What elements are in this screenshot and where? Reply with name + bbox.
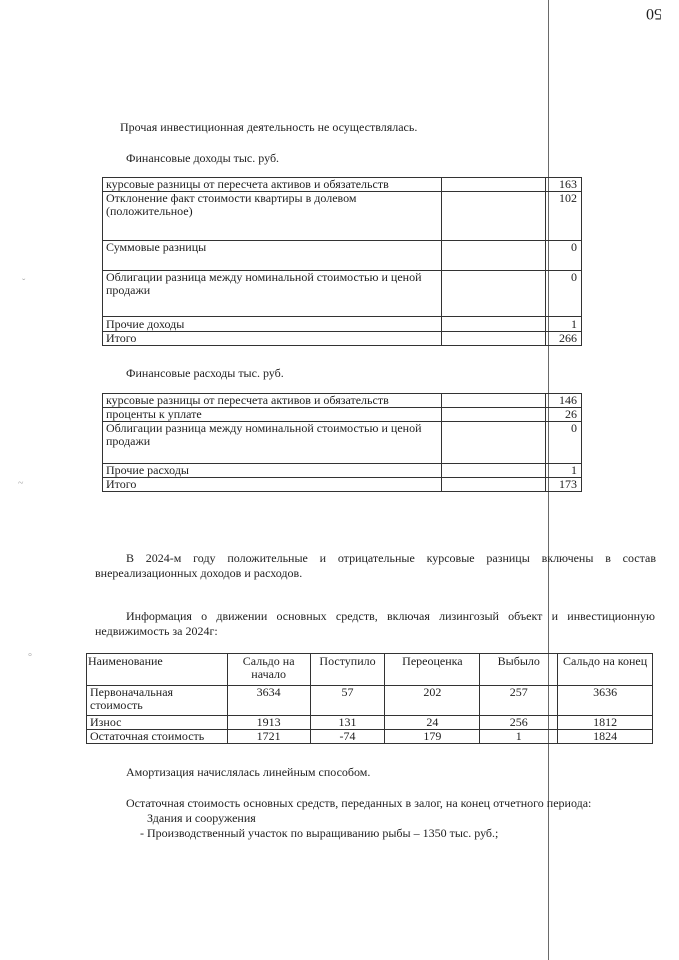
row-value: 0: [546, 271, 582, 317]
cell-value: 256: [480, 716, 558, 730]
cell-value: 1913: [227, 716, 310, 730]
intro-line: Прочая инвестиционная деятельность не осуществлялась.: [120, 120, 418, 134]
cell-value: 1824: [558, 730, 653, 744]
row-name: Остаточная стоимость: [87, 730, 228, 744]
cell-value: -74: [310, 730, 385, 744]
table-row: [103, 241, 582, 271]
row-label: курсовые разницы от пересчета активов и обязательств: [103, 178, 442, 192]
cell-value: 202: [385, 686, 480, 716]
assets-paragraph-line1: Информация о движении основных средств, включая лизингозый объект и инвестиционную: [126, 609, 655, 623]
table-row: [103, 332, 582, 346]
row-label: Отклонение факт стоимости квартиры в долевом (положительное): [103, 192, 442, 241]
table-header-row: [87, 654, 653, 686]
table-row: [103, 422, 582, 464]
cell-value: 131: [310, 716, 385, 730]
page-number: 50: [646, 5, 662, 22]
table-row: [87, 716, 653, 730]
table-row: [103, 464, 582, 478]
table-row: [87, 686, 653, 716]
fx-paragraph-line1: В 2024-м году положительные и отрицательные курсовые разницы включены в состав: [126, 551, 656, 565]
row-label: проценты к уплате: [103, 408, 442, 422]
fx-paragraph-line2: внереализационных доходов и расходов.: [95, 566, 303, 580]
expenses-table: [102, 393, 582, 492]
row-value: 0: [546, 241, 582, 271]
row-label: Облигации разница между номинальной стоимостью и ценой продажи: [103, 422, 442, 464]
expenses-title: Финансовые расходы тыс. руб.: [126, 366, 284, 380]
row-value: 1: [546, 464, 582, 478]
col-header-received: Поступило: [310, 654, 385, 686]
cell-value: 257: [480, 686, 558, 716]
table-row: [103, 178, 582, 192]
cell-value: 3634: [227, 686, 310, 716]
col-header-end: Сальдо на конец: [558, 654, 653, 686]
row-value: 0: [546, 422, 582, 464]
table-row: [103, 408, 582, 422]
row-value: 26: [546, 408, 582, 422]
pledge-line2: Здания и сооружения: [147, 811, 256, 825]
income-title: Финансовые доходы тыс. руб.: [126, 151, 280, 165]
table-row: [103, 394, 582, 408]
cell-value: 1: [480, 730, 558, 744]
assets-table: [86, 653, 653, 744]
table-row: [103, 271, 582, 317]
table-row: [87, 730, 653, 744]
assets-paragraph-line2: недвижимость за 2024г:: [95, 624, 218, 638]
cell-value: 24: [385, 716, 480, 730]
cell-value: 179: [385, 730, 480, 744]
row-value: 1: [546, 317, 582, 332]
row-value: 146: [546, 394, 582, 408]
pledge-line3: - Производственный участок по выращиванию рыбы – 1350 тыс. руб.;: [140, 826, 499, 840]
col-header-name: Наименование: [87, 654, 228, 686]
row-label: Облигации разница между номинальной стоимостью и ценой продажи: [103, 271, 442, 317]
row-label: Итого: [103, 478, 442, 492]
col-header-revaluation: Переоценка: [385, 654, 480, 686]
row-value: 266: [546, 332, 582, 346]
table-row: [103, 192, 582, 241]
table-row: [103, 478, 582, 492]
row-label: Прочие расходы: [103, 464, 442, 478]
income-table: [102, 177, 582, 346]
row-label: Прочие доходы: [103, 317, 442, 332]
col-header-disposed: Выбыло: [480, 654, 558, 686]
cell-value: 1812: [558, 716, 653, 730]
amortization-line: Амортизация начислялась линейным способом.: [126, 765, 371, 779]
row-value: 173: [546, 478, 582, 492]
pledge-line1: Остаточная стоимость основных средств, переданных в залог, на конец отчетного периода:: [126, 796, 592, 810]
row-name: Износ: [87, 716, 228, 730]
row-label: Итого: [103, 332, 442, 346]
row-value: 163: [546, 178, 582, 192]
row-label: Суммовые разницы: [103, 241, 442, 271]
cell-value: 1721: [227, 730, 310, 744]
row-label: курсовые разницы от пересчета активов и обязательств: [103, 394, 442, 408]
row-name: Первоначальная стоимость: [87, 686, 228, 716]
table-row: [103, 317, 582, 332]
scan-mark: °: [28, 652, 32, 663]
col-header-start: Сальдо на начало: [227, 654, 310, 686]
scan-mark: ~: [18, 478, 24, 489]
cell-value: 57: [310, 686, 385, 716]
cell-value: 3636: [558, 686, 653, 716]
scan-mark: ˇ: [22, 278, 26, 289]
row-value: 102: [546, 192, 582, 241]
